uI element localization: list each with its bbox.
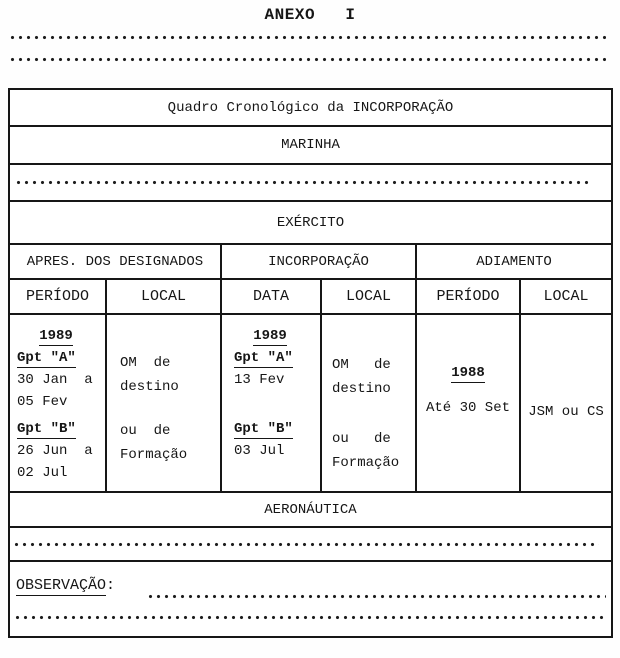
dotted-fill-line: [15, 615, 606, 620]
exercito-data-row: [10, 315, 611, 493]
exercito-group-header-row: [10, 245, 611, 280]
data-line: destino: [332, 381, 391, 397]
data-line: 30 Jan a: [17, 372, 93, 388]
observacao-label: OBSERVAÇÃO:: [16, 577, 116, 594]
cell-incorporacao-data: [222, 315, 322, 491]
data-line: 02 Jul: [17, 465, 68, 481]
cell-apres-local: [107, 315, 222, 491]
marinha-section-row: [10, 127, 611, 165]
data-line: Até 30 Set: [425, 400, 510, 416]
dotted-fill-line: [148, 594, 606, 599]
data-line: 13 Fev: [234, 372, 285, 388]
column-header-periodo-apres: PERÍODO: [10, 280, 107, 313]
group-a-label: Gpt "A": [17, 350, 76, 366]
dotted-fill-line: [10, 35, 606, 40]
data-line: 26 Jun a: [17, 443, 93, 459]
year-label: 1989: [253, 328, 287, 344]
year-label: 1989: [39, 328, 73, 344]
column-header-local-apres: LOCAL: [107, 280, 222, 313]
exercito-column-header-row: [10, 280, 611, 315]
data-line: OM de: [332, 357, 391, 373]
data-line: ou de: [332, 431, 391, 447]
group-b-label: Gpt "B": [234, 421, 293, 437]
data-line: ou de: [120, 423, 171, 439]
column-header-data-incorporacao: DATA: [222, 280, 322, 313]
group-b-label: Gpt "B": [17, 421, 76, 437]
column-header-local-incorporacao: LOCAL: [322, 280, 417, 313]
incorporation-table: [8, 88, 613, 638]
table-title-row: [10, 90, 611, 127]
exercito-section-label: EXÉRCITO: [276, 214, 345, 231]
cell-adiamento-periodo: [417, 315, 521, 491]
aeronautica-fill-row: [10, 528, 611, 562]
marinha-section-label: MARINHA: [281, 137, 340, 153]
year-label: 1988: [451, 365, 485, 381]
exercito-section-row: [10, 202, 611, 245]
data-line: Formação: [120, 447, 188, 463]
annex-title: ANEXO I: [264, 6, 356, 24]
data-line: OM de: [120, 355, 171, 371]
aeronautica-section-row: [10, 493, 611, 528]
dotted-fill-line: [10, 57, 606, 62]
observacao-row: [10, 562, 611, 636]
data-line: 03 Jul: [234, 443, 285, 459]
marinha-fill-row: [10, 165, 611, 202]
aeronautica-section-label: AERONÁUTICA: [264, 501, 357, 518]
group-header-incorporacao: INCORPORAÇÃO: [222, 245, 417, 278]
dotted-fill-line: [14, 542, 599, 547]
cell-incorporacao-local: [322, 315, 417, 491]
column-header-periodo-adiamento: PERÍODO: [417, 280, 521, 313]
data-line: 05 Fev: [17, 394, 68, 410]
data-line: destino: [120, 379, 179, 395]
data-line: Formação: [332, 455, 400, 471]
table-title: Quadro Cronológico da INCORPORAÇÃO: [167, 99, 454, 116]
data-line: JSM ou CS: [528, 404, 604, 420]
cell-adiamento-local: [521, 315, 611, 491]
group-a-label: Gpt "A": [234, 350, 293, 366]
dotted-fill-line: [16, 180, 589, 185]
group-header-adiamento: ADIAMENTO: [476, 253, 552, 270]
cell-apres-periodo: [10, 315, 107, 491]
group-header-apres-designados: APRES. DOS DESIGNADOS: [10, 245, 222, 278]
column-header-local-adiamento: LOCAL: [543, 288, 589, 305]
